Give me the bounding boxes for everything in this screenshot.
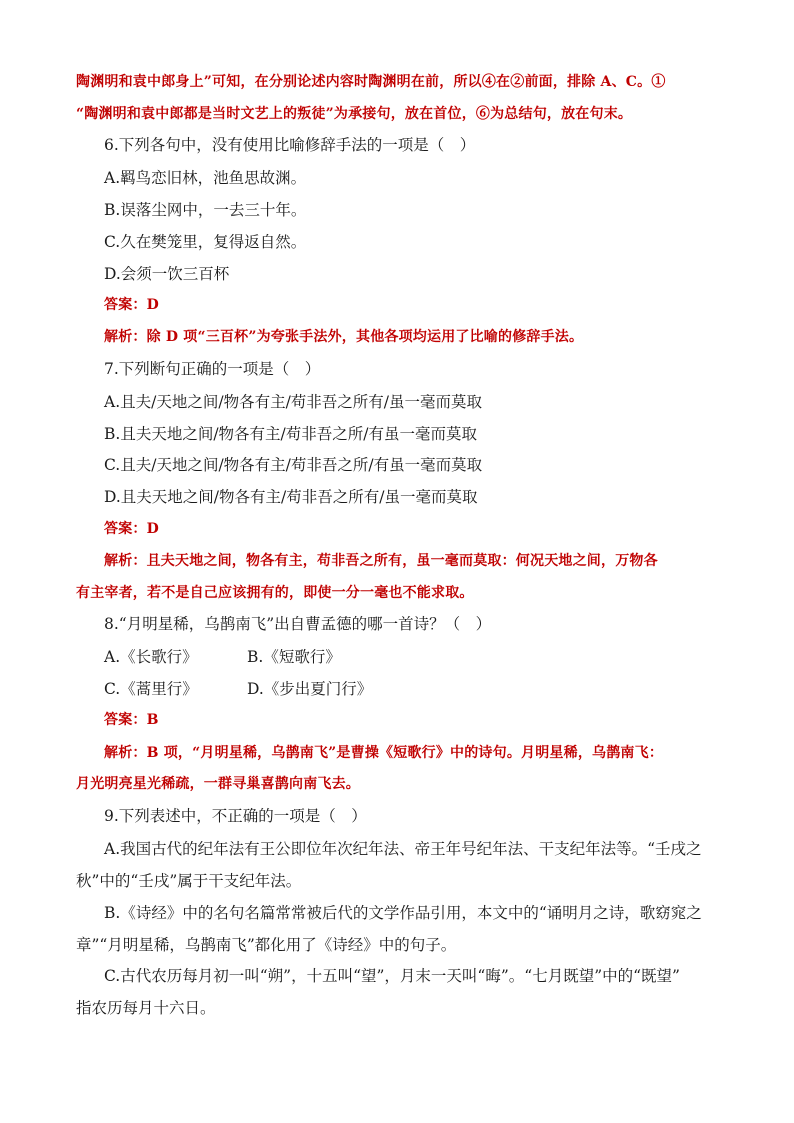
q7-analysis-line-2: 有主宰者，若不是自己应该拥有的，即使一分一毫也不能求取。 (76, 585, 474, 601)
q8-options-row-2 (104, 682, 372, 698)
analysis-text: B 项，“月明星稀，乌鹊南飞”是曹操《短歌行》中的诗句。月明星稀，乌鹊南飞： (146, 745, 664, 761)
q8-option-a: A.《长歌行》 (104, 648, 198, 666)
prev-explanation-line-2: “陶渊明和袁中郎都是当时文艺上的叛徒”为承接句，放在首位，⑥为总结句，放在句末。 (76, 106, 633, 122)
q6-answer (104, 298, 159, 312)
q7-answer (104, 522, 159, 536)
answer-label: 答案： (104, 297, 147, 313)
q6-stem: 6.下列各句中，没有使用比喻修辞手法的一项是（ ） (104, 136, 476, 154)
q6-option-d: D.会须一饮三百杯 (104, 265, 230, 283)
answer-label: 答案： (104, 712, 147, 728)
q7-stem: 7.下列断句正确的一项是（ ） (104, 360, 321, 378)
q6-option-b: B.误落尘网中，一去三十年。 (104, 201, 307, 219)
q9-option-a-line-1: A.我国古代的纪年法有王公即位年次纪年法、帝王年号纪年法、干支纪年法等。“壬戌之 (104, 840, 702, 858)
q9-option-c-line-2: 指农历每月十六日。 (76, 999, 216, 1017)
answer-value: D (146, 521, 159, 537)
analysis-label: 解析： (104, 329, 147, 345)
answer-value: B (146, 712, 159, 728)
q8-options-row-1 (104, 650, 341, 666)
q8-option-d: D.《步出夏门行》 (247, 680, 373, 698)
q6-option-c: C.久在樊笼里，复得返自然。 (104, 233, 307, 251)
q7-option-c: C.且夫/天地之间/物各有主/苟非吾之所/有虽一毫而莫取 (104, 456, 483, 474)
q8-analysis-line-1 (104, 746, 663, 760)
q8-option-b: B.《短歌行》 (247, 648, 341, 666)
q8-answer (104, 713, 159, 727)
q9-option-b-line-1: B.《诗经》中的名句名篇常常被后代的文学作品引用，本文中的“诵明月之诗，歌窈窕之 (104, 904, 702, 922)
answer-label: 答案： (104, 521, 147, 537)
analysis-label: 解析： (104, 745, 147, 761)
q8-stem: 8.“月明星稀，乌鹊南飞”出自曹孟德的哪一首诗？（ ） (104, 615, 492, 633)
prev-explanation-line-1: 陶渊明和袁中郎身上”可知，在分别论述内容时陶渊明在前，所以④在②前面，排除 A、C。① (76, 74, 666, 90)
answer-value: D (146, 297, 159, 313)
q7-option-b: B.且夫天地之间/物各有主/苟非吾之所/有虽一毫而莫取 (104, 425, 477, 443)
q8-option-c: C.《蒿里行》 (104, 680, 198, 698)
q7-option-d: D.且夫天地之间/物各有主/苟非吾之所有/虽一毫而莫取 (104, 488, 478, 506)
analysis-text: 除 D 项“三百杯”为夸张手法外，其他各项均运用了比喻的修辞手法。 (146, 329, 584, 345)
q9-stem: 9.下列表述中，不正确的一项是（ ） (104, 807, 367, 825)
q9-option-c-line-1: C.古代农历每月初一叫“朔”，十五叫“望”，月末一天叫“晦”。“七月既望”中的“既望” (104, 967, 680, 985)
q7-option-a: A.且夫/天地之间/物各有主/苟非吾之所有/虽一毫而莫取 (104, 393, 483, 411)
q9-option-b-line-2: 章”“月明星稀，乌鹊南飞”都化用了《诗经》中的句子。 (76, 936, 457, 954)
q8-analysis-line-2: 月光明亮星光稀疏，一群寻巢喜鹊向南飞去。 (76, 776, 360, 792)
analysis-text: 且夫天地之间，物各有主，苟非吾之所有，虽一毫而莫取：何况天地之间，万物各 (146, 553, 658, 569)
q9-option-a-line-2: 秋”中的“壬戌”属于干支纪年法。 (76, 872, 302, 890)
analysis-label: 解析： (104, 553, 147, 569)
q7-analysis-line-1 (104, 554, 658, 568)
q6-option-a: A.羁鸟恋旧林，池鱼思故渊。 (104, 169, 307, 187)
q6-analysis (104, 330, 583, 344)
